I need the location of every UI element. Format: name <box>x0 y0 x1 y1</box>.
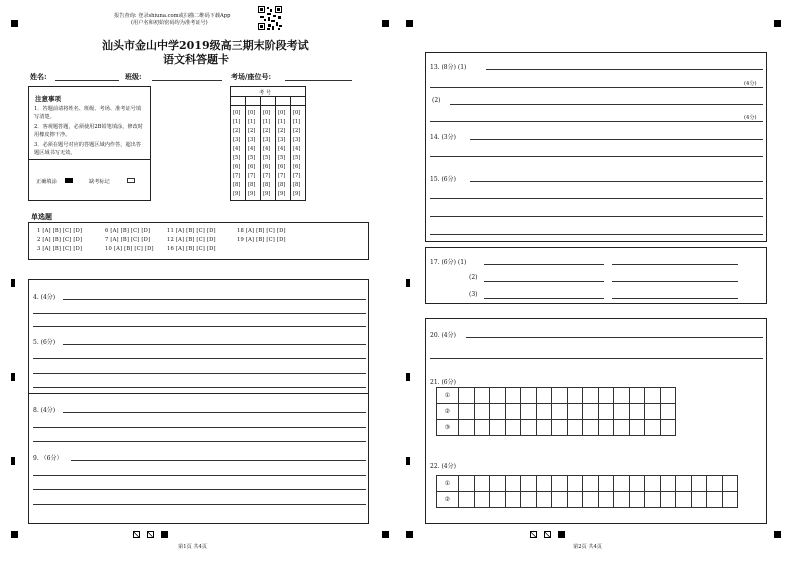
grid-cell[interactable] <box>598 492 614 508</box>
single-choice-box <box>28 222 369 260</box>
side-mark <box>406 279 410 287</box>
grid-cell[interactable] <box>583 404 599 420</box>
grid-cell[interactable] <box>660 476 676 492</box>
exam-number-bubble[interactable]: [8] <box>233 182 241 188</box>
grid-cell[interactable] <box>474 492 490 508</box>
grid-cell[interactable] <box>490 404 506 420</box>
answer-box-20-22 <box>425 318 767 524</box>
grid-cell[interactable] <box>505 492 521 508</box>
exam-number-bubble[interactable]: [4] <box>278 146 286 152</box>
answer-line[interactable] <box>33 313 366 314</box>
registration-mark <box>406 531 413 538</box>
grid-row-label: ① <box>437 388 459 404</box>
question-9-label: 9. （6分） <box>33 455 63 462</box>
answer-box-17 <box>425 247 767 304</box>
exam-number-bubble[interactable]: [8] <box>248 182 256 188</box>
exam-number-bubble[interactable]: [7] <box>233 173 241 179</box>
grid-cell[interactable] <box>598 420 614 436</box>
grid-cell[interactable] <box>567 476 583 492</box>
exam-number-bubble[interactable]: [5] <box>278 155 286 161</box>
answer-line[interactable] <box>33 489 366 490</box>
grid-cell[interactable] <box>490 388 506 404</box>
answer-line[interactable] <box>430 358 763 359</box>
answer-line[interactable] <box>430 198 763 199</box>
grid-cell[interactable] <box>645 404 661 420</box>
question-14-label: 14. (3分) <box>430 134 456 141</box>
exam-number-bubble[interactable]: [6] <box>233 164 241 170</box>
room-field[interactable] <box>285 80 352 81</box>
answer-line[interactable] <box>33 504 366 505</box>
question-5-label: 5. (6分) <box>33 339 56 346</box>
answer-line[interactable] <box>33 326 366 327</box>
grid-cell[interactable] <box>459 404 475 420</box>
grid-cell[interactable] <box>660 388 676 404</box>
exam-number-bubble[interactable]: [7] <box>248 173 256 179</box>
registration-mark <box>774 20 781 27</box>
grid-cell[interactable] <box>536 476 552 492</box>
grid-cell[interactable] <box>676 476 692 492</box>
choice-question[interactable]: 1 [A] [B] [C] [D] <box>37 228 83 234</box>
exam-number-bubble[interactable]: [8] <box>293 182 301 188</box>
grid-cell[interactable] <box>660 404 676 420</box>
grid-cell[interactable] <box>614 492 630 508</box>
answer-line[interactable] <box>484 298 604 299</box>
exam-number-bubble[interactable]: [5] <box>248 155 256 161</box>
exam-title: 汕头市金山中学2019级高三期末阶段考试 <box>102 39 309 52</box>
question-13-part2: (2) <box>432 97 441 104</box>
choice-question[interactable]: 12 [A] [B] [C] [D] <box>167 237 216 243</box>
grid-cell[interactable] <box>490 476 506 492</box>
grid-row-label: ① <box>437 476 459 492</box>
report-notice: 报告查询: 登录shiuna.com或扫描二维码下载App <box>114 13 231 19</box>
grid-row-label: ② <box>437 404 459 420</box>
grid-cell[interactable] <box>505 388 521 404</box>
grid-cell[interactable] <box>614 404 630 420</box>
answer-line[interactable] <box>33 358 366 359</box>
grid-cell[interactable] <box>598 476 614 492</box>
registration-mark <box>774 531 781 538</box>
exam-number-bubble[interactable]: [7] <box>278 173 286 179</box>
page-marker <box>147 531 154 538</box>
name-field[interactable] <box>55 80 119 81</box>
name-label: 姓名: <box>30 72 47 81</box>
page-marker <box>161 531 168 538</box>
grid-cell[interactable] <box>583 492 599 508</box>
answer-line[interactable] <box>612 281 738 282</box>
question-22-grid <box>436 475 738 508</box>
question-15-label: 15. (6分) <box>430 176 456 183</box>
grid-cell[interactable] <box>474 476 490 492</box>
exam-number-bubble[interactable]: [1] <box>248 119 256 125</box>
question-17-label: 17. (6分) (1) <box>430 259 467 266</box>
side-mark <box>406 457 410 465</box>
exam-number-bubble[interactable]: [5] <box>263 155 271 161</box>
correct-fill-label: 正确填涂 <box>36 179 57 185</box>
grid-cell[interactable] <box>459 388 475 404</box>
choice-question[interactable]: 7 [A] [B] [C] [D] <box>105 237 151 243</box>
registration-mark <box>11 531 18 538</box>
filled-bubble-sample <box>65 178 73 183</box>
grid-cell[interactable] <box>660 420 676 436</box>
choice-question[interactable]: 11 [A] [B] [C] [D] <box>167 228 216 234</box>
question-20-label: 20. (4分) <box>430 332 456 339</box>
answer-line[interactable] <box>33 387 366 388</box>
answer-box-page1 <box>28 279 369 524</box>
page-number: 第1页 共4页 <box>178 544 207 550</box>
grid-cell[interactable] <box>598 388 614 404</box>
grid-cell[interactable] <box>505 404 521 420</box>
answer-line[interactable] <box>430 156 763 157</box>
answer-line[interactable] <box>430 216 763 217</box>
exam-number-bubble[interactable]: [0] <box>263 110 271 116</box>
grid-cell[interactable] <box>459 492 475 508</box>
exam-number-bubble[interactable]: [9] <box>293 191 301 197</box>
grid-cell[interactable] <box>490 492 506 508</box>
answer-line[interactable] <box>63 412 366 413</box>
choice-question[interactable]: 3 [A] [B] [C] [D] <box>37 246 83 252</box>
exam-number-bubble[interactable]: [8] <box>278 182 286 188</box>
registration-mark <box>382 20 389 27</box>
question-22-label: 22. (4分) <box>430 463 456 470</box>
exam-number-bubble[interactable]: [4] <box>233 146 241 152</box>
grid-cell[interactable] <box>691 476 707 492</box>
question-21-label: 21. (6分) <box>430 379 456 386</box>
grid-cell[interactable] <box>629 420 645 436</box>
exam-number-bubble[interactable]: [2] <box>248 128 256 134</box>
exam-number-bubble[interactable]: [2] <box>278 128 286 134</box>
exam-number-bubble[interactable]: [9] <box>248 191 256 197</box>
exam-number-bubble[interactable]: [3] <box>233 137 241 143</box>
question-4-label: 4. (4分) <box>33 294 56 301</box>
exam-number-bubble[interactable]: [6] <box>263 164 271 170</box>
page-marker <box>133 531 140 538</box>
grid-row-label: ② <box>437 492 459 508</box>
grid-cell[interactable] <box>552 492 568 508</box>
grid-cell[interactable] <box>676 492 692 508</box>
grid-cell[interactable] <box>490 420 506 436</box>
exam-subtitle: 语文科答题卡 <box>163 53 229 66</box>
notice-item: 3．必须在题号对应的答题区域内作答，超出答题区域书写无效。 <box>34 142 142 156</box>
answer-line[interactable] <box>430 87 763 88</box>
notice-item: 1．答题前请将姓名、班级、考场、准考证号填写清楚。 <box>34 106 142 120</box>
side-mark <box>11 373 15 381</box>
question-17-part3: (3) <box>469 291 478 298</box>
answer-line[interactable] <box>63 344 366 345</box>
exam-number-bubble[interactable]: [1] <box>278 119 286 125</box>
exam-number-bubble[interactable]: [6] <box>248 164 256 170</box>
grid-cell[interactable] <box>645 388 661 404</box>
grid-cell[interactable] <box>521 420 537 436</box>
absent-mark-box[interactable] <box>127 178 135 183</box>
grid-cell[interactable] <box>583 420 599 436</box>
grid-cell[interactable] <box>552 388 568 404</box>
question-21-grid <box>436 387 676 436</box>
exam-number-bubble[interactable]: [3] <box>278 137 286 143</box>
notice-box <box>28 86 151 201</box>
exam-number-bubble[interactable]: [3] <box>293 137 301 143</box>
grid-cell[interactable] <box>567 420 583 436</box>
grid-cell[interactable] <box>521 404 537 420</box>
grid-cell[interactable] <box>691 492 707 508</box>
question-13-score2: (4分) <box>744 115 757 121</box>
grid-cell[interactable] <box>536 388 552 404</box>
grid-cell[interactable] <box>583 388 599 404</box>
choice-question[interactable]: 10 [A] [B] [C] [D] <box>105 246 154 252</box>
answer-line[interactable] <box>33 373 366 374</box>
exam-number-bubble[interactable]: [0] <box>293 110 301 116</box>
exam-number-bubble[interactable]: [1] <box>293 119 301 125</box>
question-13-label: 13. (8分) (1) <box>430 64 467 71</box>
answer-line[interactable] <box>612 264 738 265</box>
exam-number-bubble[interactable]: [5] <box>293 155 301 161</box>
grid-cell[interactable] <box>629 388 645 404</box>
choice-question[interactable]: 19 [A] [B] [C] [D] <box>237 237 286 243</box>
exam-number-bubble[interactable]: [9] <box>263 191 271 197</box>
single-choice-heading: 单选题 <box>31 212 52 221</box>
login-notice: (用户名和初始密码均为准考证号) <box>131 20 208 26</box>
grid-cell[interactable] <box>629 404 645 420</box>
qr-code-icon <box>257 5 283 31</box>
answer-line[interactable] <box>470 139 763 140</box>
exam-number-bubble[interactable]: [6] <box>278 164 286 170</box>
grid-cell[interactable] <box>536 404 552 420</box>
answer-line[interactable] <box>71 460 366 461</box>
grid-cell[interactable] <box>552 476 568 492</box>
exam-number-bubble[interactable]: [2] <box>233 128 241 134</box>
exam-number-bubble[interactable]: [7] <box>263 173 271 179</box>
exam-number-bubble[interactable]: [7] <box>293 173 301 179</box>
grid-cell[interactable] <box>521 492 537 508</box>
grid-cell[interactable] <box>567 492 583 508</box>
grid-cell[interactable] <box>722 492 738 508</box>
answer-line[interactable] <box>63 299 366 300</box>
grid-cell[interactable] <box>660 492 676 508</box>
exam-number-bubble[interactable]: [3] <box>263 137 271 143</box>
answer-line[interactable] <box>33 441 366 442</box>
grid-cell[interactable] <box>707 476 723 492</box>
exam-number-bubble[interactable]: [4] <box>293 146 301 152</box>
answer-line[interactable] <box>33 427 366 428</box>
grid-cell[interactable] <box>474 388 490 404</box>
registration-mark <box>406 20 413 27</box>
grid-cell[interactable] <box>459 420 475 436</box>
question-8-label: 8. (4分) <box>33 407 56 414</box>
grid-cell[interactable] <box>552 404 568 420</box>
exam-number-bubble[interactable]: [4] <box>248 146 256 152</box>
page-marker <box>544 531 551 538</box>
grid-cell[interactable] <box>459 476 475 492</box>
answer-line[interactable] <box>466 337 763 338</box>
page-marker <box>558 531 565 538</box>
grid-cell[interactable] <box>505 476 521 492</box>
choice-question[interactable]: 2 [A] [B] [C] [D] <box>37 237 83 243</box>
grid-row-label: ③ <box>437 420 459 436</box>
grid-cell[interactable] <box>567 404 583 420</box>
exam-number-bubble[interactable]: [0] <box>248 110 256 116</box>
page-marker <box>530 531 537 538</box>
answer-line[interactable] <box>33 475 366 476</box>
class-label: 班级: <box>125 72 142 81</box>
grid-cell[interactable] <box>521 476 537 492</box>
answer-box-13-15 <box>425 52 767 242</box>
exam-number-bubble[interactable]: [8] <box>263 182 271 188</box>
grid-cell[interactable] <box>552 420 568 436</box>
grid-cell[interactable] <box>614 388 630 404</box>
grid-cell[interactable] <box>521 388 537 404</box>
exam-number-bubble[interactable]: [0] <box>233 110 241 116</box>
answer-line[interactable] <box>484 264 604 265</box>
exam-number-bubble[interactable]: [6] <box>293 164 301 170</box>
answer-line[interactable] <box>450 104 763 105</box>
notice-heading: 注意事项 <box>35 95 61 103</box>
grid-cell[interactable] <box>645 420 661 436</box>
registration-mark <box>11 20 18 27</box>
side-mark <box>11 279 15 287</box>
answer-line[interactable] <box>470 181 763 182</box>
grid-cell[interactable] <box>598 404 614 420</box>
side-mark <box>406 373 410 381</box>
grid-cell[interactable] <box>536 492 552 508</box>
exam-number-bubble[interactable]: [5] <box>233 155 241 161</box>
grid-cell[interactable] <box>645 476 661 492</box>
answer-line[interactable] <box>484 281 604 282</box>
grid-cell[interactable] <box>614 476 630 492</box>
page-number: 第2页 共4页 <box>573 544 602 550</box>
exam-number-grid <box>230 86 306 201</box>
answer-line[interactable] <box>430 121 763 122</box>
exam-number-bubble[interactable]: [4] <box>263 146 271 152</box>
grid-cell[interactable] <box>474 404 490 420</box>
room-label: 考场/座位号: <box>231 72 272 81</box>
grid-cell[interactable] <box>614 420 630 436</box>
absent-mark-label: 缺考标记 <box>89 179 110 185</box>
grid-cell[interactable] <box>722 476 738 492</box>
choice-question[interactable]: 16 [A] [B] [C] [D] <box>167 246 216 252</box>
grid-cell[interactable] <box>583 476 599 492</box>
notice-item: 2．客观题答题，必须使用2B铅笔填涂，修改时用橡皮擦干净。 <box>34 124 143 138</box>
choice-question[interactable]: 18 [A] [B] [C] [D] <box>237 228 286 234</box>
exam-number-bubble[interactable]: [3] <box>248 137 256 143</box>
registration-mark <box>382 531 389 538</box>
answer-line[interactable] <box>430 234 763 235</box>
question-17-part2: (2) <box>469 274 478 281</box>
class-field[interactable] <box>152 80 222 81</box>
exam-number-bubble[interactable]: [1] <box>233 119 241 125</box>
grid-cell[interactable] <box>474 420 490 436</box>
exam-number-header: 考 号 <box>259 90 272 96</box>
exam-number-bubble[interactable]: [9] <box>278 191 286 197</box>
choice-question[interactable]: 6 [A] [B] [C] [D] <box>105 228 151 234</box>
grid-cell[interactable] <box>629 492 645 508</box>
grid-cell[interactable] <box>629 476 645 492</box>
answer-line[interactable] <box>486 69 763 70</box>
exam-number-bubble[interactable]: [2] <box>263 128 271 134</box>
exam-number-bubble[interactable]: [1] <box>263 119 271 125</box>
grid-cell[interactable] <box>505 420 521 436</box>
grid-cell[interactable] <box>536 420 552 436</box>
side-mark <box>11 457 15 465</box>
grid-cell[interactable] <box>707 492 723 508</box>
grid-cell[interactable] <box>645 492 661 508</box>
grid-cell[interactable] <box>567 388 583 404</box>
exam-number-bubble[interactable]: [9] <box>233 191 241 197</box>
exam-number-bubble[interactable]: [0] <box>278 110 286 116</box>
exam-number-bubble[interactable]: [2] <box>293 128 301 134</box>
question-13-score1: (4分) <box>744 81 757 87</box>
answer-line[interactable] <box>612 298 738 299</box>
